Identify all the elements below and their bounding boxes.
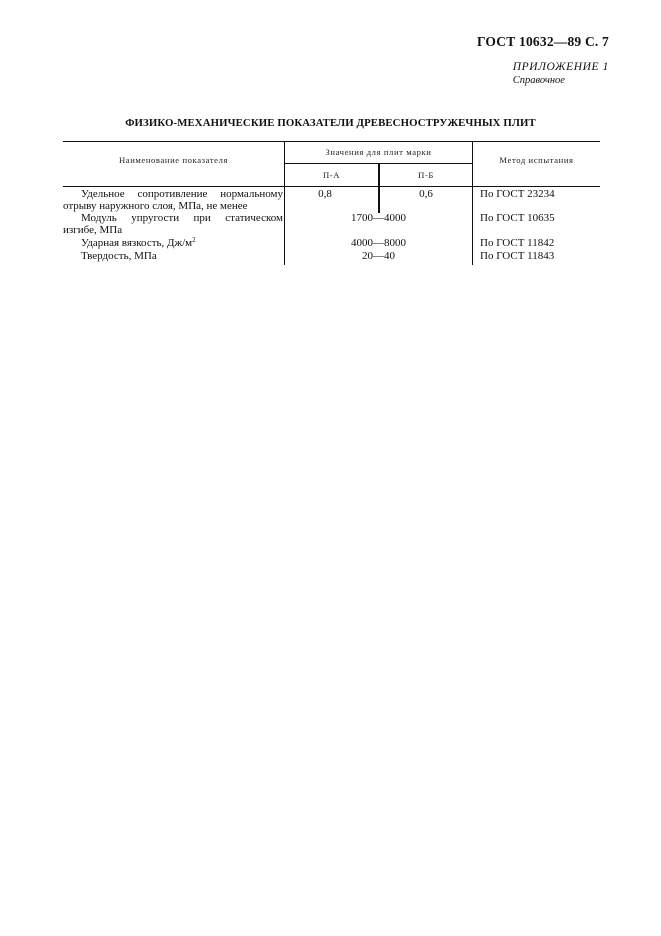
row-3-name-text: Ударная вязкость, Дж/м <box>81 237 193 249</box>
appendix-type: Справочное <box>512 75 565 86</box>
header-method: Метод испытания <box>499 155 574 165</box>
header-grade-a: П-А <box>322 170 341 180</box>
row-4-method: По ГОСТ 11843 <box>480 250 555 262</box>
row-3-value: 4000—8000 <box>351 237 406 249</box>
row-3-method: По ГОСТ 11842 <box>480 237 555 249</box>
row-3-name-superscript: 2 <box>192 236 196 244</box>
header-values-group: Значения для плит марки <box>325 147 432 157</box>
header-grade-b: П-Б <box>418 170 434 180</box>
appendix-block <box>513 61 609 87</box>
header-name: Наименование показателя <box>118 155 229 165</box>
row-1-value-a: 0,8 <box>318 188 332 200</box>
row-2-value: 1700—4000 <box>351 212 406 224</box>
page-header-standard: ГОСТ 10632—89 С. 7 <box>476 34 609 49</box>
row-2-method: По ГОСТ 10635 <box>480 212 555 224</box>
document-title: ФИЗИКО-МЕХАНИЧЕСКИЕ ПОКАЗАТЕЛИ ДРЕВЕСНОСТРУЖЕЧНЫХ ПЛИТ <box>125 117 536 129</box>
row-1-name: Удельное сопротивление нормальному отрыву наружного слоя, МПа, не менее <box>63 188 283 212</box>
row-1-method: По ГОСТ 23234 <box>480 188 555 200</box>
table-top-rule <box>63 141 600 142</box>
row-4-value: 20—40 <box>362 250 395 262</box>
table-header-rule <box>63 186 600 187</box>
row-1-value-b: 0,6 <box>419 188 433 200</box>
row-3-name <box>81 237 281 249</box>
row-4-name: Твердость, МПа <box>81 250 157 262</box>
row-2-name: Модуль упругости при статическом изгибе, МПа <box>63 212 283 236</box>
header-subgroup-rule <box>285 163 472 164</box>
appendix-label: ПРИЛОЖЕНИЕ 1 <box>512 61 609 73</box>
